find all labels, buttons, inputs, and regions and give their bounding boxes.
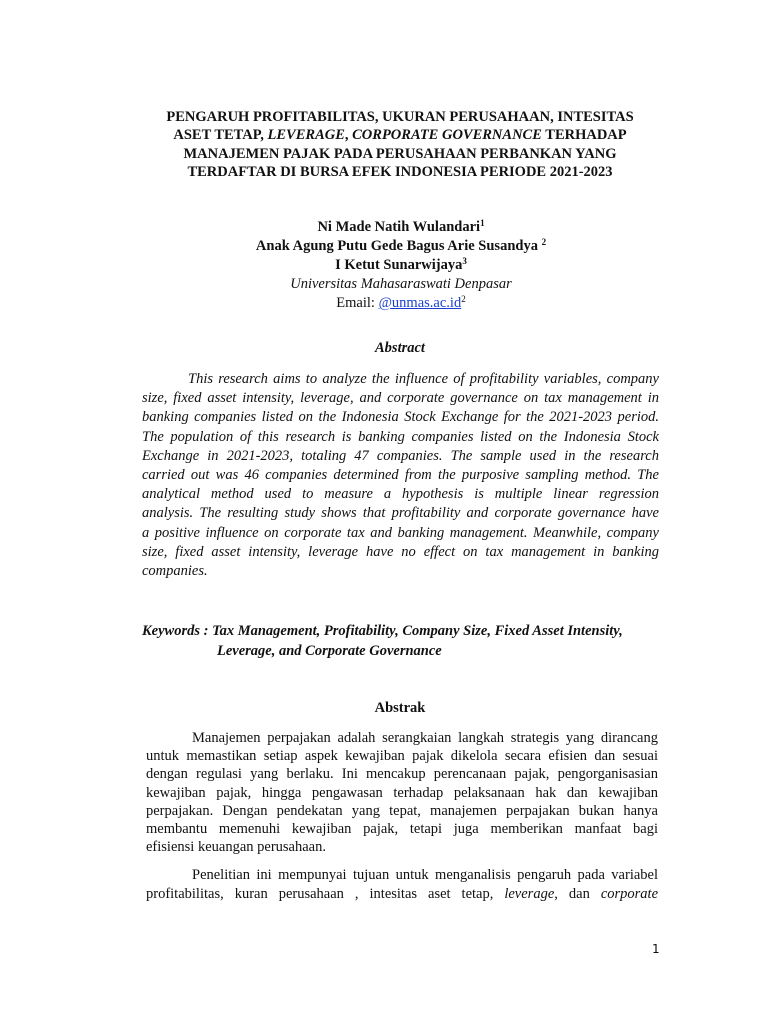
author-block <box>142 218 660 313</box>
abstrak-line: perpajakan. Dengan pendekatan yang tepat, manajemen perpajakan bukan hanya <box>146 802 658 819</box>
affiliation: Universitas Mahasaraswati Denpasar <box>290 276 512 292</box>
abstrak-text: , dan <box>554 885 601 902</box>
abstrak-line: Manajemen perpajakan adalah serangkaian langkah strategis yang dirancang <box>192 730 658 746</box>
author-2 <box>142 237 660 256</box>
abstract-line: companies. <box>142 562 208 579</box>
abstract-line: The population of this research is banking companies listed on the Indonesia Stock <box>142 428 659 445</box>
keywords <box>142 621 659 661</box>
abstrak-line: kewajiban pajak, hingga pengawasan terhadap pelaksanaan hak dan kewajiban <box>146 784 658 801</box>
keywords-line-1: Keywords : Tax Management, Profitability, Company Size, Fixed Asset Intensity, <box>142 623 623 639</box>
author-1 <box>142 218 660 237</box>
abstract-line: analytical method used to measure a hypothesis is multiple linear regression <box>142 486 659 503</box>
author-sup: 1 <box>480 218 485 228</box>
abstrak-line: efisiensi keuangan perusahaan. <box>146 839 326 856</box>
abstrak-heading: Abstrak <box>374 700 426 716</box>
title-line-1: PENGARUH PROFITABILITAS, UKURAN PERUSAHAAN, INTESITAS <box>166 109 634 125</box>
paragraph-gap <box>146 856 658 866</box>
title-line-3: MANAJEMEN PAJAK PADA PERUSAHAAN PERBANKAN YANG <box>183 145 617 162</box>
abstrak-line: Penelitian ini mempunyai tujuan untuk menganalisis pengaruh pada variabel <box>192 867 658 884</box>
email-link[interactable]: @unmas.ac.id <box>378 295 462 311</box>
abstract-line: size, fixed asset intensity, leverage, and corporate governance on tax management in <box>142 390 659 407</box>
author-sup: 2 <box>541 237 547 247</box>
abstrak-italic: corporate <box>600 885 658 902</box>
abstract-line: size, fixed asset intensity, leverage have no effect on tax management in banking <box>142 543 659 560</box>
title-line-2-part: ASET TETAP, <box>173 127 268 144</box>
email-sup: 2 <box>461 294 466 304</box>
abstrak-line <box>146 885 658 903</box>
page-number: 1 <box>652 942 660 956</box>
abstract-line: a positive influence on corporate tax and banking management. Meanwhile, company <box>142 524 659 541</box>
abstract-heading: Abstract <box>375 340 425 356</box>
author-name: I Ketut Sunarwijaya <box>335 257 463 273</box>
abstrak-line: untuk memastikan setiap aspek kewajiban pajak dikelola secara efisien dan sesuai <box>146 748 658 765</box>
title-line-2-italic: LEVERAGE <box>267 127 345 144</box>
keywords-line-2: Leverage, and Corporate Governance <box>217 643 442 659</box>
abstrak-indonesian <box>146 729 658 903</box>
author-sup: 3 <box>462 256 467 266</box>
author-3 <box>142 256 660 275</box>
author-name: Anak Agung Putu Gede Bagus Arie Susandya <box>255 238 542 254</box>
email-line <box>142 294 660 313</box>
title-line-2-part: TERHADAP <box>541 127 627 144</box>
paper-title <box>150 108 650 182</box>
title-line-2 <box>150 126 650 144</box>
author-name: Ni Made Natih Wulandari <box>317 219 481 235</box>
abstrak-italic: leverage <box>504 885 555 902</box>
abstract-line: This research aims to analyze the influence of profitability variables, company <box>188 371 659 387</box>
abstract-line: Exchange in 2021-2023, totaling 47 companies. The sample used in the research <box>142 447 659 464</box>
abstract-line: analysis. The resulting study shows that profitability and corporate governance have <box>142 505 659 522</box>
abstrak-line: membantu memenuhi kewajiban pajak, tetapi juga memberikan manfaat bagi <box>146 820 658 837</box>
title-line-2-italic: CORPORATE GOVERNANCE <box>352 127 542 144</box>
abstract-line: banking companies listed on the Indonesia Stock Exchange for the 2021-2023 period. <box>142 409 659 426</box>
abstrak-text: profitabilitas, kuran perusahaan , intesitas aset tetap, <box>146 885 505 902</box>
email-label: Email: <box>336 295 379 311</box>
title-line-4: TERDAFTAR DI BURSA EFEK INDONESIA PERIODE 2021-2023 <box>187 164 613 181</box>
title-line-2-part: , <box>344 127 353 144</box>
abstract-line: carried out was 46 companies determined from the purposive sampling method. The <box>142 466 659 483</box>
abstract-english <box>142 370 659 581</box>
abstrak-line: dengan regulasi yang berlaku. Ini mencakup perencanaan pajak, pengorganisasian <box>146 766 658 783</box>
